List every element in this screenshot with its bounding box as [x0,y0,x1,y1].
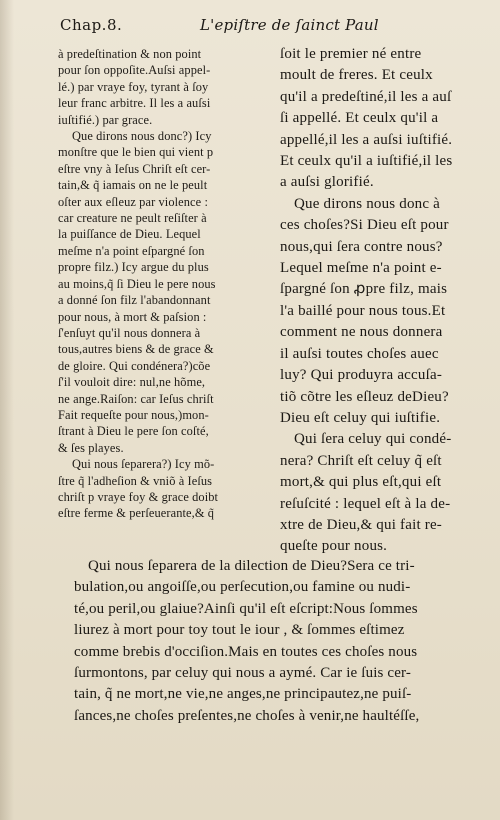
text-line: ſi appellé. Et ceulx qu'il a [280,110,439,127]
text-line: tain, q̃ ne mort,ne vie,ne anges,ne principautez,ne puiſ- [74,686,412,703]
text-line: & ſes playes. [58,440,124,455]
text-line: ſtrant à Dieu le pere ſon coſté, [58,424,209,439]
text-line: pour ſon oppoſite.Auſsi appel- [58,63,211,78]
text-line: de gloire. Qui condénera?)cõe [58,358,211,373]
text-line: ſ'il vouloit dire: nul,ne hõme, [58,375,206,390]
text-line: au moins,q̃ ſi Dieu le pere nous [58,276,216,291]
text-line: queſte pour nous. [280,538,388,555]
page-header [60,16,480,38]
text-line: tous,autres biens & de grace & [58,342,214,357]
text-line: monſtre que le bien qui vient p [58,145,214,160]
running-title: L'epiſtre de ſainct Paul [200,16,379,34]
text-line: liurez à mort pour toy tout le iour , & ſommes eſtimez [74,622,405,639]
text-line: ſ'enſuyt qu'il nous donnera à [58,325,201,340]
text-line: eſtre vny à Ieſus Chriſt eſt cer- [58,161,211,176]
text-line: té,ou peril,ou glaiue?Ainſi qu'il eſt eſcript:Nous ſommes [74,600,418,617]
text-line: oſter aux eſleuz par violence : [58,194,208,209]
text-line: Et ceulx qu'il a iuſtifié,il les [280,153,453,170]
text-line: Dieu eſt celuy qui iuſtifie. [280,409,441,426]
text-line: xtre de Dieu,& qui fait re- [280,516,443,533]
text-line: chriſt p vraye foy & grace doibt [58,489,219,504]
text-line: tain,& q̃ iamais on ne le peult [58,178,208,193]
scripture-continuation [74,556,484,727]
text-line: Qui nous ſeparera?) Icy mõ- [72,457,215,472]
text-line: ſurmontons, par celuy qui nous a aymé. Car ie ſuis cer- [74,665,412,682]
text-line: Fait requeſte pour nous,)mon- [58,407,209,422]
text-line: meſme n'a point eſpargné ſon [58,243,205,258]
text-line: ne ange.Raiſon: car Ieſus chriſt [58,391,214,406]
text-line: car creature ne peult reſiſter à [58,211,207,226]
text-line: comment ne nous donnera [280,324,443,341]
text-line: reſuſcité : lequel eſt à la de- [280,495,451,512]
text-line: appellé,il les a auſsi iuſtifié. [280,131,453,148]
text-line: bulation,ou angoiſſe,ou perſecution,ou famine ou nudi- [74,579,411,596]
text-line: leur franc arbitre. Il les a auſsi [58,96,211,111]
text-line: Que dirons nous donc?) Icy [72,129,212,144]
text-line: moult de freres. Et ceulx [280,67,433,84]
commentary-column [58,46,270,522]
scripture-column [280,44,486,558]
chapter-number: Chap.8. [60,16,123,34]
text-line: tiõ cõtre les eſleuz deDieu? [280,388,449,405]
text-line: ces choſes?Si Dieu eſt pour [280,217,449,234]
text-line: ſpargné ſon ꝓpre filz, mais [280,281,448,298]
text-line: qu'il a predeſtiné,il les a auſ [280,88,452,105]
text-line: luy? Qui produyra accuſa- [280,367,443,384]
text-line: lé.) par vraye foy, tyrant à ſoy [58,79,209,94]
text-line: Qui ſera celuy qui condé- [294,431,452,448]
text-line: iuſtifié.) par grace. [58,112,153,127]
text-line: ſances,ne choſes preſentes,ne choſes à venir,ne haultéſſe, [74,707,420,724]
text-line: ſoit le premier né entre [280,46,422,62]
text-line: Que dirons nous donc à [294,195,441,212]
text-line: a donné ſon filz l'abandonnant [58,293,211,308]
text-line: ſtre q̃ l'adheſion & vniõ à Ieſus [58,473,213,488]
text-line: a auſsi glorifié. [280,174,374,191]
text-line: eſtre ferme & perſeuerante,& q̃ [58,506,215,521]
text-line: nera? Chriſt eſt celuy q̃ eſt [280,452,442,469]
text-line: comme brebis d'occiſion.Mais en toutes ces choſes nous [74,643,418,660]
text-line: propre filz.) Icy argue du plus [58,260,209,275]
text-line: la puiſſance de Dieu. Lequel [58,227,201,242]
text-line: à predeſtination & non point [58,47,202,61]
text-line: nous,qui ſera contre nous? [280,238,443,255]
text-line: mort,& qui plus eſt,qui eſt [280,474,442,491]
text-line: Lequel meſme n'a point e- [280,260,442,277]
text-line: pour nous, à mort & paſsion : [58,309,207,324]
text-line: il auſsi toutes choſes auec [280,345,439,362]
text-line: Qui nous ſeparera de la dilection de Dieu?Sera ce tri- [88,558,415,574]
text-line: l'a baillé pour nous tous.Et [280,302,446,319]
